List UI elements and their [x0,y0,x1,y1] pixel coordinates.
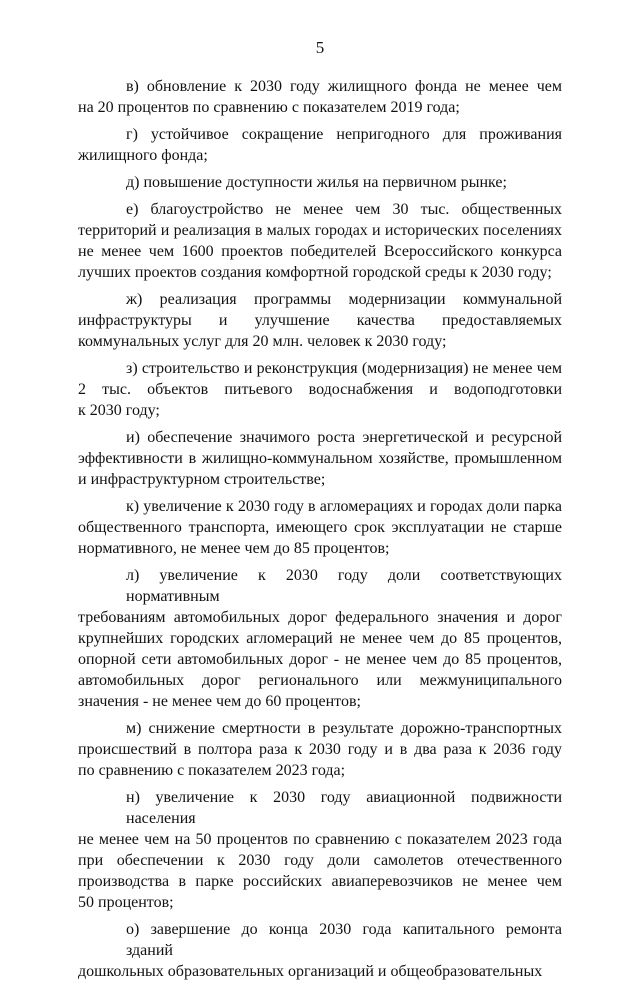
paragraph-line: по сравнению с показателем 2023 года; [78,762,346,779]
paragraph-line: ж) реализация программы модернизации коммунальной [126,291,562,308]
paragraph-line: производства в парке российских авиаперевозчиков не менее чем [78,873,562,890]
paragraph-item-e [78,199,562,283]
paragraph-item-k [78,496,562,559]
paragraph-line: и инфраструктурном строительстве; [78,471,326,488]
paragraph-line: при обеспечении к 2030 году доли самолетов отечественного [78,852,562,869]
paragraph-line: в) обновление к 2030 году жилищного фонда не менее чем [126,78,562,95]
paragraph-line: 2 тыс. объектов питьевого водоснабжения и водоподготовки [78,381,562,398]
paragraph-line: не менее чем 1600 проектов победителей Всероссийского конкурса [78,243,562,260]
paragraph-line: м) снижение смертности в результате дорожно-транспортных [126,720,562,737]
paragraph-line: д) повышение доступности жилья на первичном рынке; [126,174,507,191]
paragraph-line: к 2030 году; [78,402,160,419]
paragraph-line: е) благоустройство не менее чем 30 тыс. общественных [126,201,562,218]
paragraph-item-g [78,124,562,166]
paragraph-line: территорий и реализация в малых городах и исторических поселениях [78,222,562,239]
page-number: 5 [315,38,325,57]
paragraph-line: к) увеличение к 2030 году в агломерациях и городах доли парка [126,498,562,515]
paragraph-line: нормативного, не менее чем до 85 процентов; [78,540,390,557]
paragraph-line: значения - не менее чем до 60 процентов; [78,693,361,710]
paragraph-line: на 20 процентов по сравнению с показателем 2019 года; [78,99,460,116]
paragraph-line: происшествий в полтора раза к 2030 году и в два раза к 2036 году [78,741,562,758]
paragraph-item-i [78,427,562,490]
paragraph-line: требованиям автомобильных дорог федерального значения и дорог [78,609,562,626]
paragraph-line: з) строительство и реконструкция (модернизация) не менее чем [126,360,562,377]
paragraph-item-m [78,718,562,781]
paragraph-item-o [78,919,562,982]
paragraph-line: эффективности в жилищно-коммунальном хозяйстве, промышленном [78,450,562,467]
paragraph-line: г) устойчивое сокращение непригодного для проживания [126,126,562,143]
paragraph-line: дошкольных образовательных организаций и общеобразовательных [78,963,543,980]
paragraph-line: коммунальных услуг для 20 млн. человек к 2030 году; [78,333,447,350]
paragraph-line: общественного транспорта, имеющего срок эксплуатации не старше [78,519,562,536]
paragraph-line: жилищного фонда; [78,147,208,164]
paragraph-line: опорной сети автомобильных дорог - не менее чем до 85 процентов, [78,651,562,668]
paragraph-line: 50 процентов; [78,894,174,911]
paragraph-line: н) увеличение к 2030 году авиационной подвижности населения [126,789,562,827]
document-body [78,76,562,982]
paragraph-item-zh [78,289,562,352]
paragraph-line: инфраструктуры и улучшение качества предоставляемых [78,312,562,329]
paragraph-item-l [78,565,562,712]
paragraph-line: крупнейших городских агломераций не менее чем до 85 процентов, [78,630,562,647]
paragraph-line: о) завершение до конца 2030 года капитального ремонта зданий [126,921,562,959]
paragraph-line: не менее чем на 50 процентов по сравнению с показателем 2023 года [78,831,562,848]
paragraph-item-z [78,358,562,421]
paragraph-line: и) обеспечение значимого роста энергетической и ресурсной [126,429,562,446]
paragraph-line: лучших проектов создания комфортной городской среды к 2030 году; [78,264,552,281]
paragraph-item-d [78,172,562,193]
paragraph-line: автомобильных дорог регионального или межмуниципального [78,672,562,689]
paragraph-line: л) увеличение к 2030 году доли соответствующих нормативным [126,567,562,605]
paragraph-item-v [78,76,562,118]
paragraph-item-n [78,787,562,913]
